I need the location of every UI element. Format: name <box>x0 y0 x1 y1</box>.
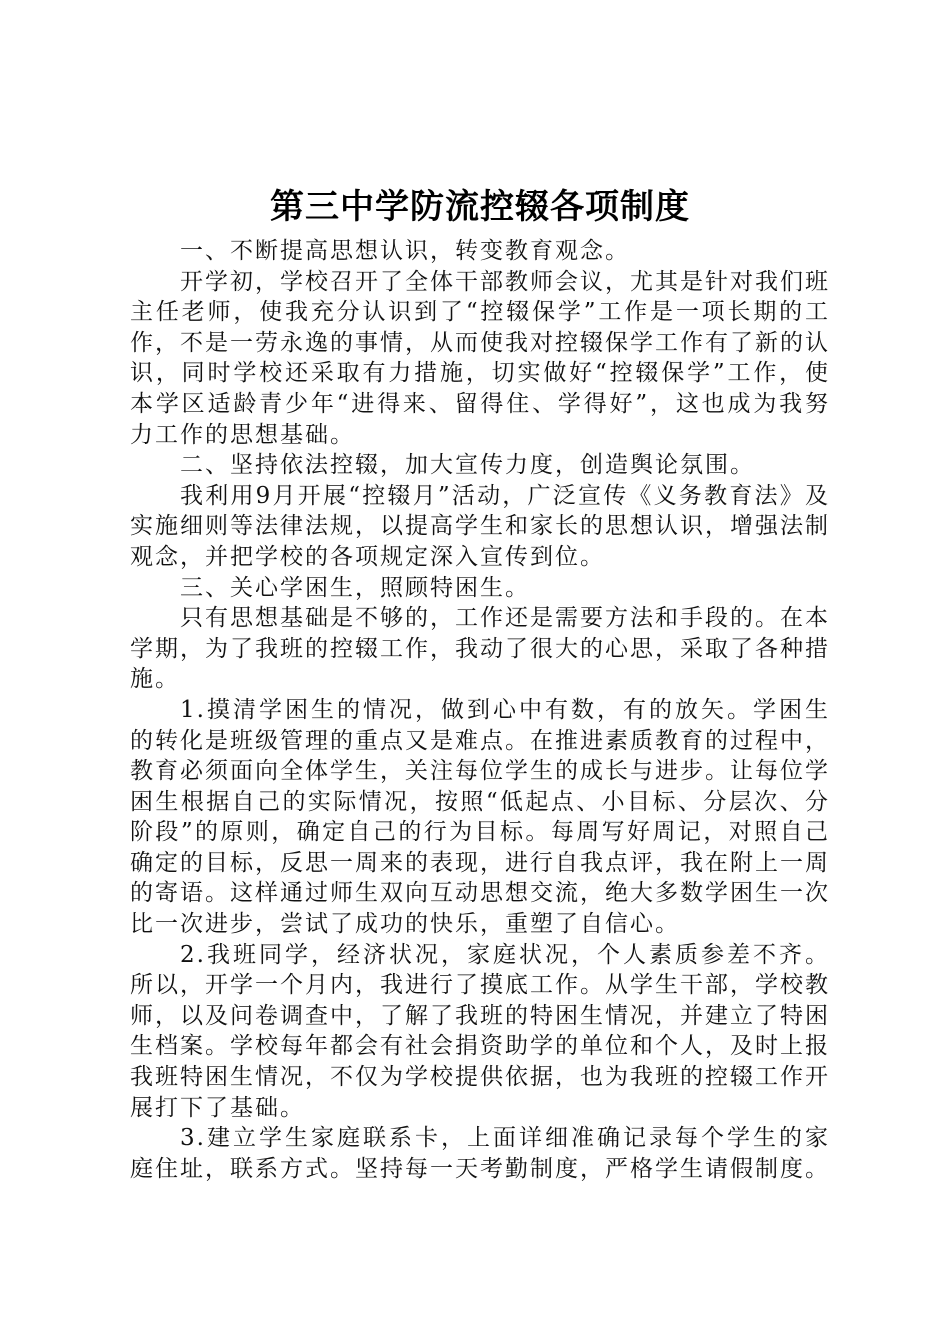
section-heading-2: 二、坚持依法控辍，加大宣传力度，创造舆论氛围。 <box>180 452 755 479</box>
paragraph: 只有思想基础是不够的，工作还是需要方法和手段的。在本学期，为了我班的控辍工作，我动了很大的心思，采取了各种措施。 <box>130 605 830 693</box>
section-heading-1: 一、不断提高思想认识，转变教育观念。 <box>180 238 630 264</box>
section-heading-3: 三、关心学困生，照顾特困生。 <box>180 574 530 601</box>
document-title: 第三中学防流控辍各项制度 <box>270 187 690 227</box>
list-item: 3.建立学生家庭联系卡，上面详细准确记录每个学生的家庭住址，联系方式。坚持每一天考勤制度，严格学生请假制度。 <box>130 1125 830 1182</box>
list-item: 2.我班同学，经济状况，家庭状况，个人素质参差不齐。所以，开学一个月内，我进行了摸底工作。从学生干部，学校教师，以及问卷调查中，了解了我班的特困生情况，并建立了特困生档案。学校每年都会有社会捐资助学的单位和个人，及时上报我班特困生情况，不仅为学校提供依据，也为我班的控辍工作开展打下了基础。 <box>130 941 830 1121</box>
document-body <box>130 182 830 1184</box>
paragraph: 开学初，学校召开了全体干部教师会议，尤其是针对我们班主任老师，使我充分认识到了“控辍保学”工作是一项长期的工作，不是一劳永逸的事情，从而使我对控辍保学工作有了新的认识，同时学校还采取有力措施，切实做好“控辍保学”工作，使本学区适龄青少年“进得来、留得住、学得好”，这也成为我努力工作的思想基础。 <box>130 268 830 448</box>
list-item: 1.摸清学困生的情况，做到心中有数，有的放矢。学困生的转化是班级管理的重点又是难点。在推进素质教育的过程中，教育必须面向全体学生，关注每位学生的成长与进步。让每位学困生根据自己的实际情况，按照“低起点、小目标、分层次、分阶段”的原则，确定自己的行为目标。每周写好周记，对照自己确定的目标，反思一周来的表现，进行自我点评，我在附上一周的寄语。这样通过师生双向互动思想交流，绝大多数学困生一次比一次进步，尝试了成功的快乐，重塑了自信心。 <box>130 696 830 938</box>
paragraph: 我利用9月开展“控辍月”活动，广泛宣传《义务教育法》及实施细则等法律法规，以提高学生和家长的思想认识，增强法制观念，并把学校的各项规定深入宣传到位。 <box>130 482 830 570</box>
